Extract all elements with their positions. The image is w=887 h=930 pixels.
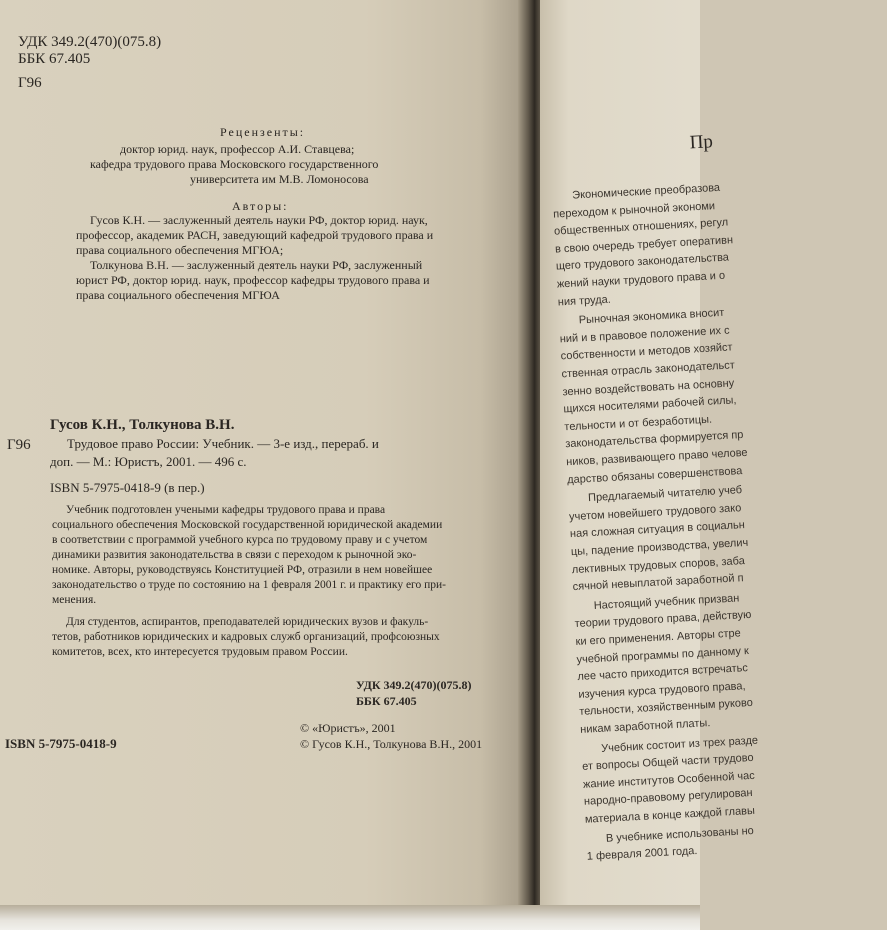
reviewer-line-1: доктор юрид. наук, профессор А.И. Ставцева;	[120, 142, 355, 156]
annotation-line-5: номике. Авторы, руководствуясь Конституцией РФ, отразили в нем новейшее	[52, 564, 433, 576]
annotation-line-3: в соответствии с программой учебного курса по трудовому праву и с учетом	[52, 534, 428, 546]
right-text-line: жений науки трудового права и о	[556, 269, 726, 291]
reviewers-title: Рецензенты:	[220, 125, 306, 139]
right-text-line: Предлагаемый читателю учеб	[587, 484, 743, 505]
entry-code: Г96	[7, 437, 31, 453]
right-text-line: Настоящий учебник призван	[593, 592, 740, 612]
annotation-line-4: динамики развития законодательства в связи с переходом к рыночной эко-	[52, 549, 417, 561]
right-text-line: тельности, хозяйственным руково	[579, 697, 754, 719]
audience-line-1: Для студентов, аспирантов, преподавателей юридических вузов и факуль-	[66, 616, 429, 628]
right-text-line: теории трудового права, действую	[574, 609, 752, 631]
right-text-line: ний и в правовое положение их с	[559, 324, 730, 346]
right-heading: Пр	[689, 131, 714, 154]
right-text-line: никам заработной платы.	[579, 717, 711, 736]
right-text-line: Рыночная экономика вносит	[578, 306, 725, 327]
right-text-line: щего трудового законодательства	[555, 251, 730, 273]
authors-title: Авторы:	[232, 199, 289, 213]
right-text-line: изучения курса трудового права,	[578, 679, 746, 701]
author-line-5: юрист РФ, доктор юрид. наук, профессор кафедры трудового права и	[76, 273, 430, 287]
annotation-line-1: Учебник подготовлен учеными кафедры трудового права и права	[66, 504, 386, 516]
right-text-line: цы, падение производства, увелич	[570, 536, 749, 559]
right-text-line: в свою очередь требует оперативн	[554, 234, 734, 256]
right-text-line: 1 февраля 2001 года.	[586, 845, 698, 863]
right-text-line: ная сложная ситуация в социальн	[569, 519, 746, 541]
right-text-line: законодательства формируется пр	[564, 429, 744, 451]
annotation-line-6: законодательство о труде по состоянию на 1 февраля 2001 г. и практику его при-	[52, 579, 446, 591]
page-bottom-edge	[0, 905, 700, 930]
udk-code: УДК 349.2(470)(075.8)	[18, 34, 162, 50]
right-text-line: щихся носителями рабочей силы,	[563, 394, 737, 416]
reviewer-line-3: университета им М.В. Ломоносова	[190, 172, 369, 186]
right-text-line: собственности и методов хозяйст	[560, 341, 733, 363]
right-text-line: переходом к рыночной экономи	[552, 199, 716, 221]
right-text-line: Учебник состоит из трех разде	[600, 734, 759, 755]
right-text-line: материала в конце каждой главы	[584, 804, 756, 826]
right-text-line: сячной невыплатой заработной п	[572, 572, 744, 594]
right-text-line: Экономические преобразова	[571, 181, 721, 202]
right-text-line: общественных отношениях, регул	[553, 216, 729, 238]
bbk-code: ББК 67.405	[18, 51, 91, 67]
entry-title-line-1: Трудовое право России: Учебник. — 3-е изд., перераб. и	[67, 436, 379, 451]
right-text-line: ственная отрасль законодательст	[561, 359, 736, 381]
right-text-line: зенно воздействовать на основну	[562, 376, 735, 398]
isbn-line: ISBN 5-7975-0418-9 (в пер.)	[50, 480, 205, 495]
right-text-line: учебной программы по данному к	[576, 644, 750, 666]
right-text-line: тельности и от безработицы.	[564, 413, 713, 434]
reviewer-line-2: кафедра трудового права Московского государственного	[90, 157, 379, 171]
right-text-line: ников, развивающего право челове	[565, 446, 748, 469]
audience-line-3: комитетов, всех, кто интересуется трудовым правом России.	[52, 646, 348, 658]
right-text-line: ния труда.	[557, 293, 612, 309]
author-line-1: Гусов К.Н. — заслуженный деятель науки РФ, доктор юрид. наук,	[90, 213, 428, 227]
right-text-line: учетом новейшего трудового зако	[568, 501, 742, 523]
author-mark: Г96	[18, 75, 42, 91]
author-line-4: Толкунова В.Н. — заслуженный деятель науки РФ, заслуженный	[90, 258, 423, 272]
right-text-line: ет вопросы Общей части трудово	[581, 752, 754, 774]
copyright-publisher: © «Юристъ», 2001	[300, 721, 396, 735]
right-text-line: народно-правовому регулирован	[583, 787, 753, 809]
right-page-text	[540, 0, 759, 905]
author-line-3: права социального обеспечения МГЮА;	[76, 243, 284, 257]
right-page-block	[540, 0, 887, 904]
right-text-line: лее часто приходится встречатьс	[577, 662, 749, 684]
right-text-line: дарство обязаны совершенствова	[566, 464, 743, 486]
right-text-line: лективных трудовых споров, заба	[571, 554, 746, 576]
annotation-line-7: менения.	[52, 594, 97, 606]
author-line-2: профессор, академик РАСН, заведующий кафедрой трудового права и	[76, 228, 434, 242]
author-line-6: права социального обеспечения МГЮА	[76, 288, 280, 302]
entry-title-line-2: доп. — М.: Юристъ, 2001. — 496 с.	[50, 454, 247, 469]
entry-authors: Гусов К.Н., Толкунова В.Н.	[50, 417, 235, 433]
annotation-line-2: социального обеспечения Московской государственной юридической академии	[52, 519, 443, 531]
bbk-bottom: ББК 67.405	[356, 694, 417, 708]
right-text-line: ки его применения. Авторы стре	[575, 627, 742, 649]
audience-line-2: тетов, работников юридических и кадровых служб организаций, профсоюзных	[52, 631, 440, 643]
isbn-bottom: ISBN 5-7975-0418-9	[5, 736, 117, 751]
udk-bottom: УДК 349.2(470)(075.8)	[356, 678, 472, 692]
right-text-line: В учебнике использованы но	[605, 824, 755, 845]
copyright-authors: © Гусов К.Н., Толкунова В.Н., 2001	[300, 737, 483, 751]
right-text-line: жание институтов Особенной час	[582, 769, 755, 791]
